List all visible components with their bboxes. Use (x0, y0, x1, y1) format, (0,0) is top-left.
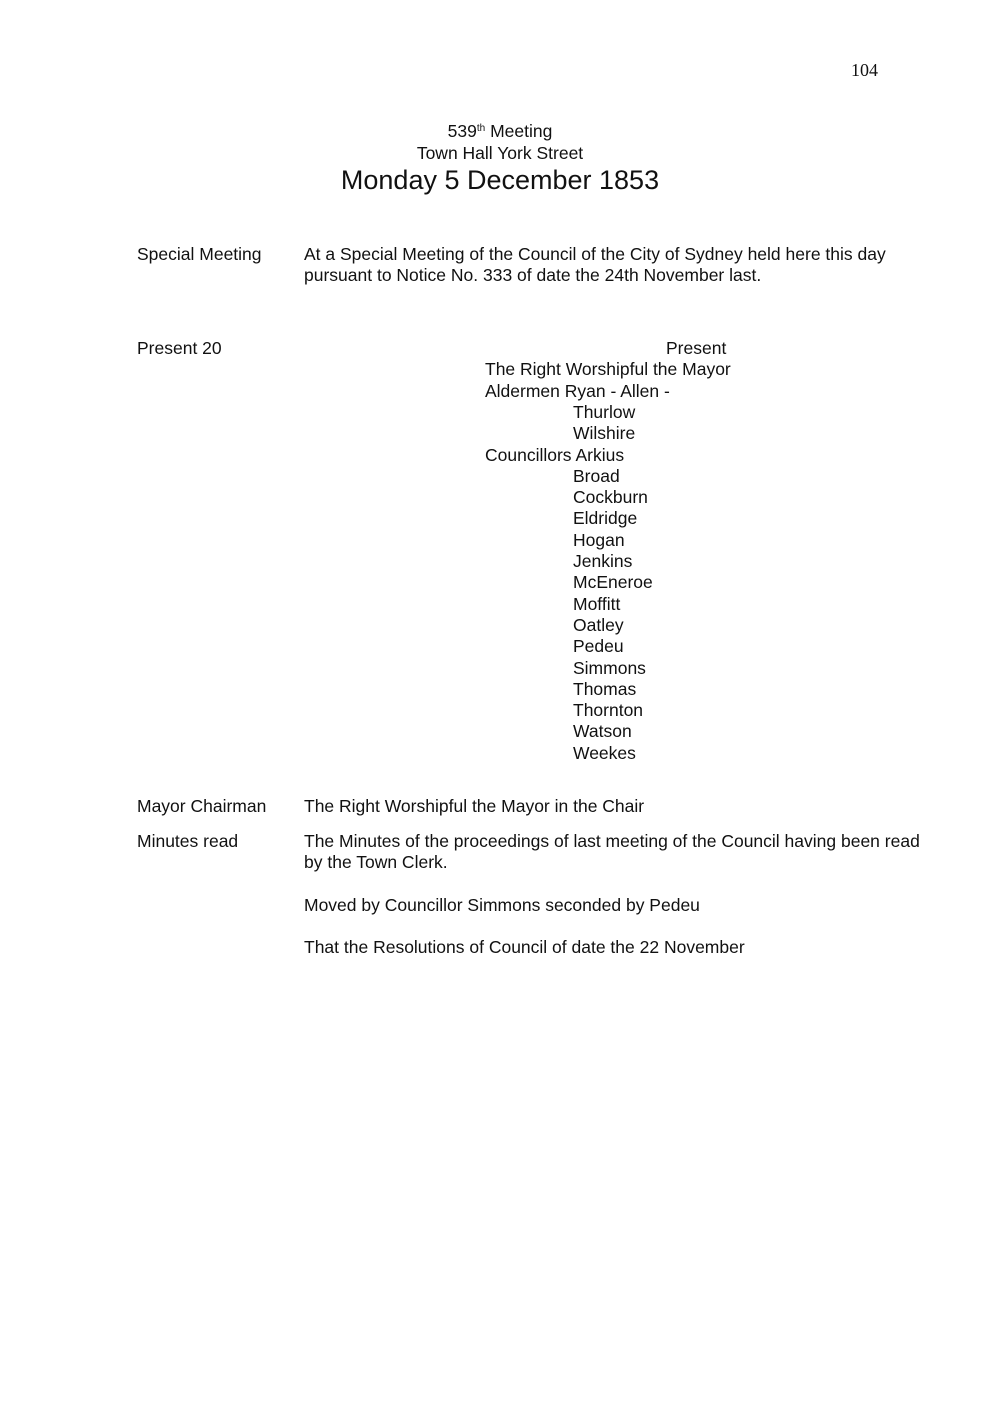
page-number: 104 (851, 60, 878, 80)
margin-note-present: Present 20 (137, 338, 222, 358)
resolution-text (304, 937, 934, 958)
present-councillor-name: Jenkins (573, 551, 633, 571)
special-meeting-text (304, 244, 934, 287)
mayor-chairman-paragraph: The Right Worshipful the Mayor in the Chair (304, 796, 645, 816)
present-heading: Present (666, 338, 727, 358)
present-councillor-name: Watson (573, 721, 632, 742)
meeting-ordinal-suffix: th (476, 123, 486, 134)
present-alderman-name: Wilshire (573, 423, 636, 444)
present-councillor-name: Moffitt (573, 593, 621, 614)
margin-note-special-meeting: Special Meeting (137, 244, 262, 264)
present-aldermen: Aldermen Ryan - Allen - (485, 380, 670, 401)
present-councillor-name: Pedeu (573, 636, 624, 657)
minutes-read-paragraph: The Minutes of the proceedings of last meeting of the Council having been read by the Town Clerk. (304, 831, 920, 873)
present-mayor: The Right Worshipful the Mayor (485, 359, 731, 380)
present-alderman-name: Thurlow (573, 401, 636, 422)
meeting-date: Monday 5 December 1853 (340, 165, 660, 195)
meeting-word: Meeting (485, 121, 553, 141)
present-councillor-name: Thomas (573, 678, 637, 699)
present-councillor-name: Oatley (573, 614, 624, 635)
present-councillor-name: Broad (573, 465, 620, 486)
resolution-paragraph: That the Resolutions of Council of date the 22 November (304, 937, 745, 957)
present-councillor-name: Eldridge (573, 508, 638, 529)
meeting-ordinal-number: 539 (447, 121, 477, 141)
minutes-read-text (304, 831, 934, 874)
present-councillor-name: Weekes (573, 742, 636, 763)
present-councillor-name: Hogan (573, 529, 625, 550)
present-councillor-name: McEneroe (573, 572, 653, 593)
margin-note-mayor-chairman: Mayor Chairman (137, 796, 267, 816)
present-councillor-name: Thornton (573, 700, 644, 721)
present-councillors: Councillors Arkius (485, 444, 625, 465)
margin-note-minutes-read: Minutes read (137, 831, 239, 851)
mayor-chairman-text (304, 796, 934, 817)
meeting-place: Town Hall York Street (416, 143, 584, 163)
present-councillor-name: Simmons (573, 657, 646, 678)
motion-paragraph: Moved by Councillor Simmons seconded by Pedeu (304, 895, 700, 915)
meeting-number (250, 121, 750, 142)
motion-text (304, 895, 934, 916)
special-meeting-paragraph: At a Special Meeting of the Council of the City of Sydney held here this day pursuant to Notice No. 333 of date the 24th November last. (304, 244, 886, 286)
present-councillor-name: Cockburn (573, 487, 648, 508)
